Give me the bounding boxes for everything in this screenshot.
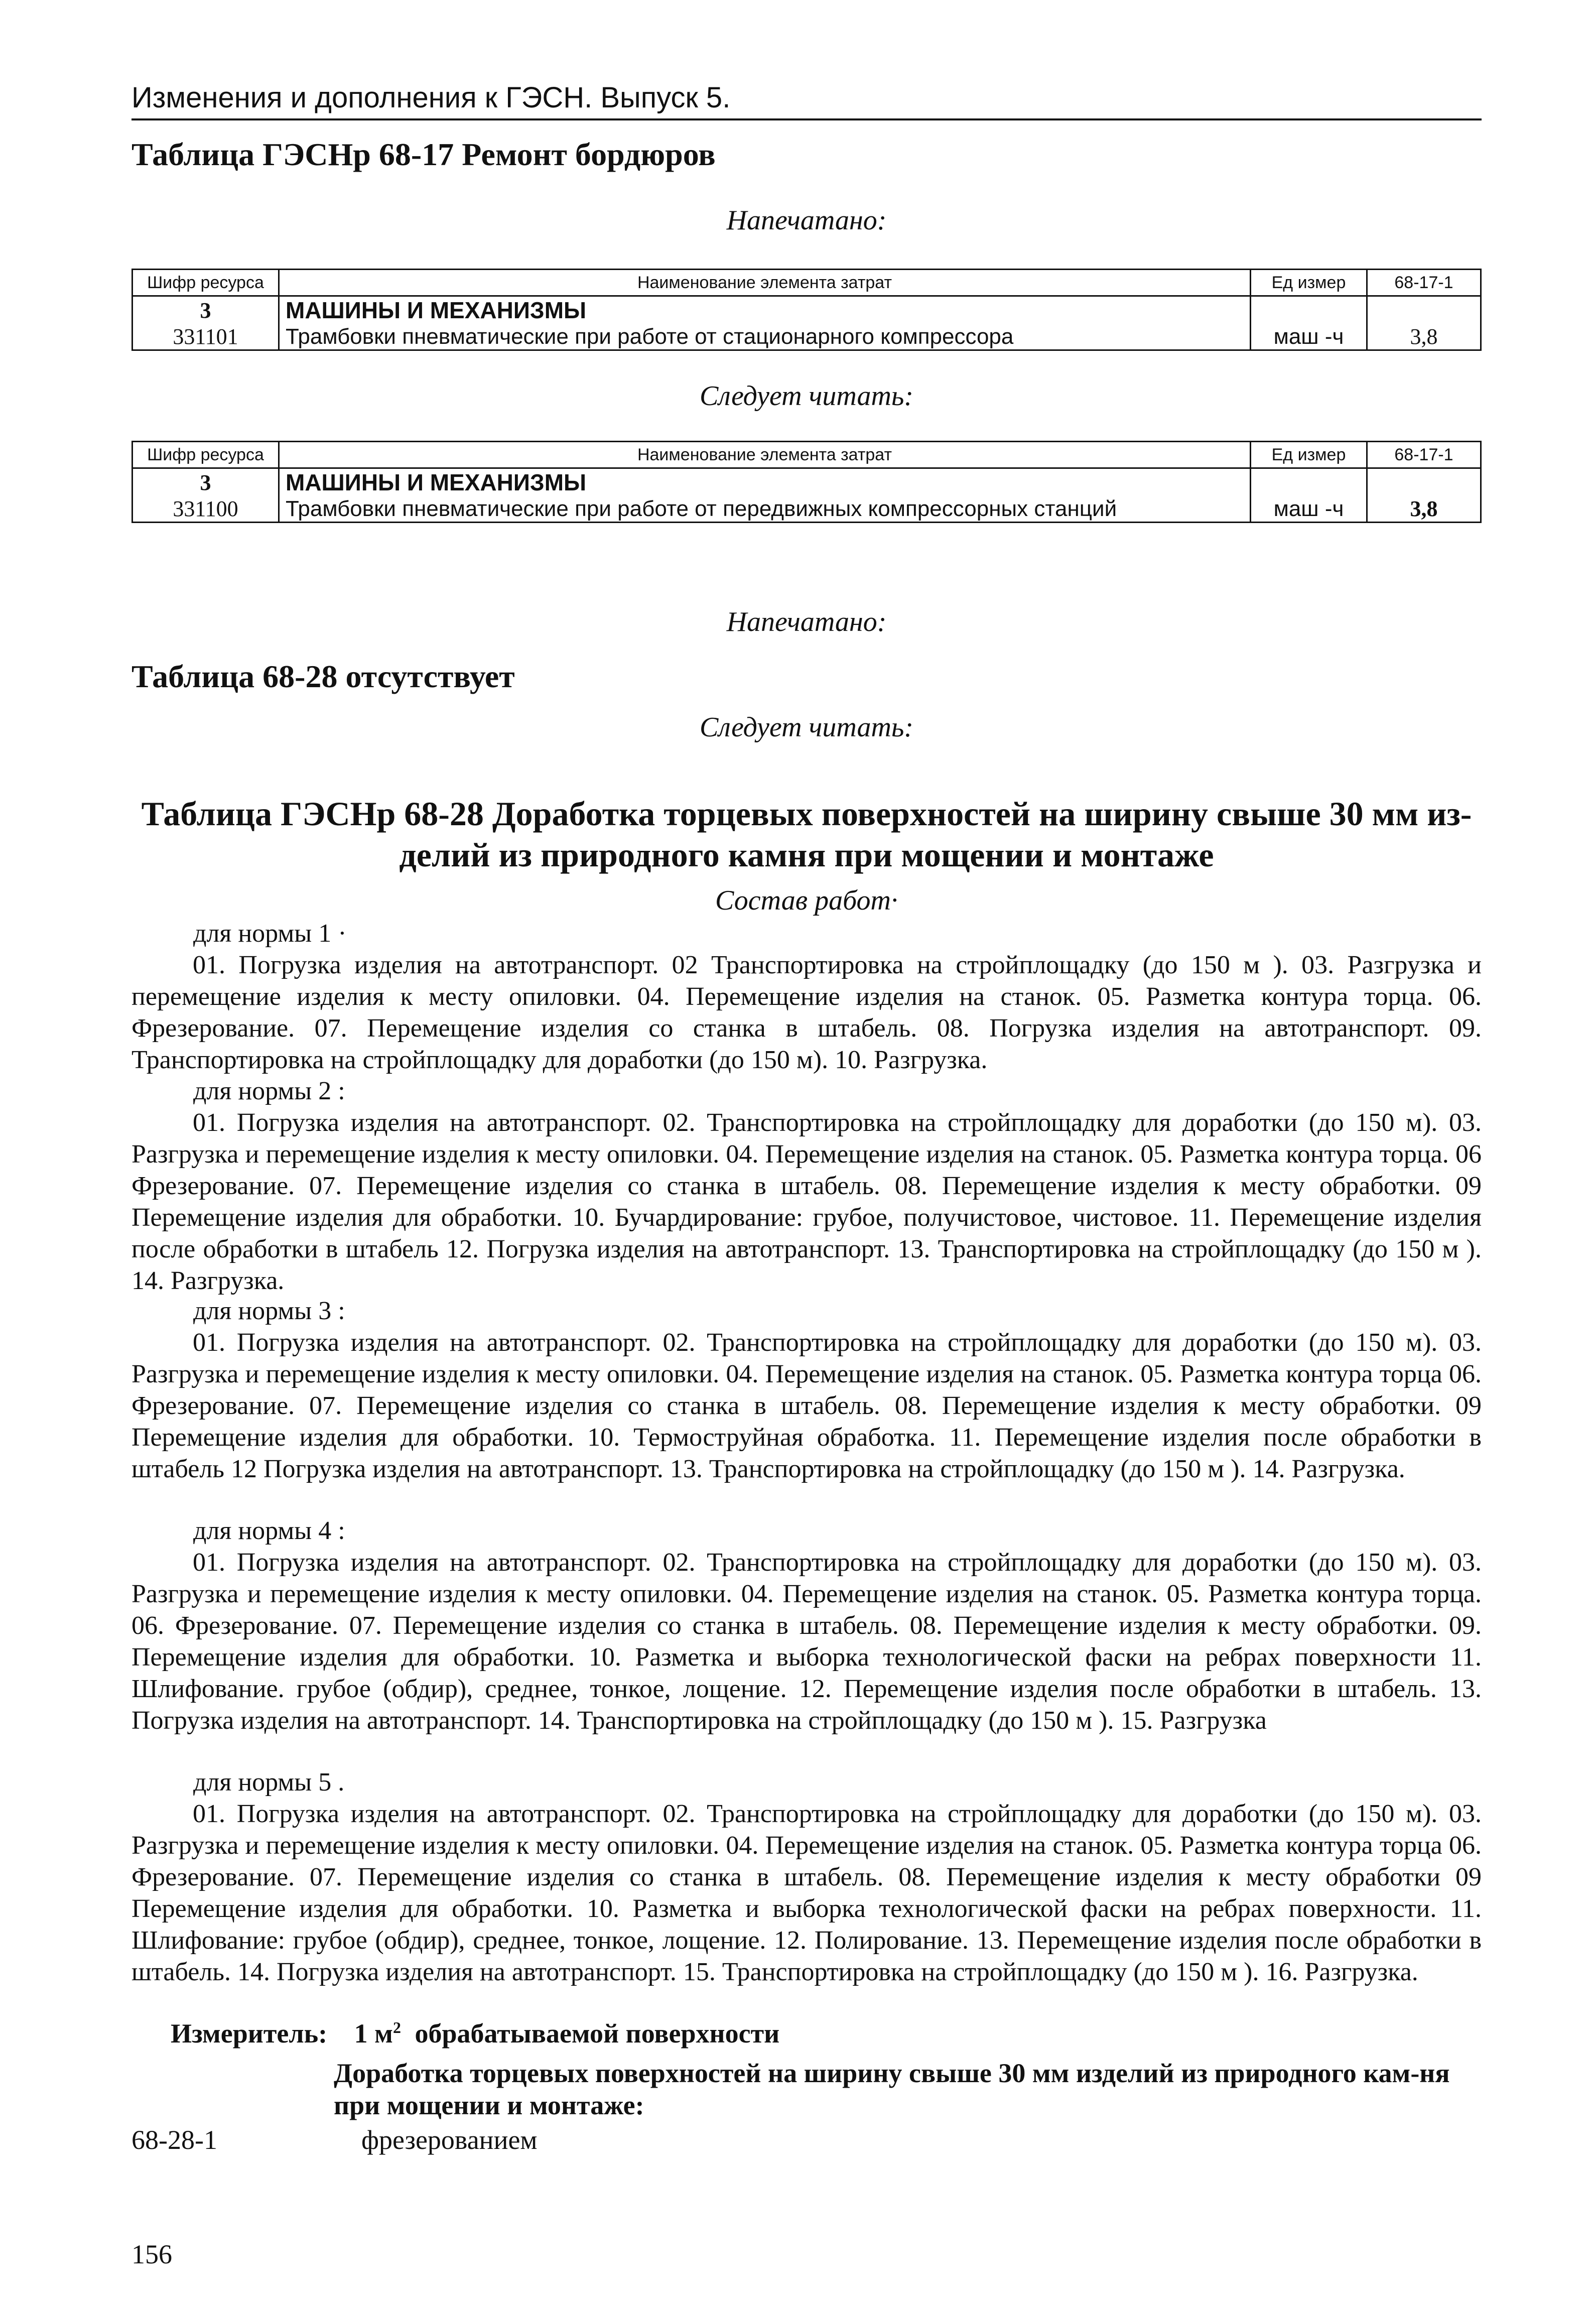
resource-unit: маш -ч	[1251, 324, 1367, 350]
col-header-norm: 68-17-1	[1367, 442, 1481, 468]
resource-name: Трамбовки пневматические при работе от стационарного компрессора	[279, 324, 1251, 350]
resource-value: 3,8	[1367, 324, 1481, 350]
col-header-code: Шифр ресурса	[132, 270, 279, 296]
section-code: 3	[132, 296, 279, 324]
col-header-norm: 68-17-1	[1367, 270, 1481, 296]
norm-3-text: 01. Погрузка изделия на автотранспорт. 02. Транспортировка на стройплощадку для доработки (до 150 м). 03. Разгрузка и перемещение изделия к месту опиловки. 04. Перемещение изделия на станок. 05. Разметка контура торца 06. Фрезерование. 07. Перемещение изделия со станка в штабель. 08. Перемещение изделия к месту обработки. 09 Перемещение изделия для обработки. 10. Термоструйная обработка. 11. Перемещение изделия после обработки в штабель 12 Погрузка изделия на автотранспорт. 13. Транспортировка на стройплощадку (до 150 м ). 14. Разгрузка.	[131, 1328, 1482, 1483]
norm-4-label: для нормы 4 :	[193, 1516, 345, 1545]
col-header-code: Шифр ресурса	[132, 442, 279, 468]
section-unit-cell	[1251, 296, 1367, 324]
section-name: МАШИНЫ И МЕХАНИЗМЫ	[279, 468, 1251, 496]
section-unit-cell	[1251, 468, 1367, 496]
running-header: Изменения и дополнения к ГЭСН. Выпуск 5.	[131, 80, 1482, 120]
section-name: МАШИНЫ И МЕХАНИЗМЫ	[279, 296, 1251, 324]
resource-value: 3,8	[1367, 496, 1481, 523]
table-row	[132, 324, 1481, 350]
meter-suffix: обрабатываемой поверхности	[415, 2018, 780, 2049]
norm-1-text: 01. Погрузка изделия на автотранспорт. 02 Транспортировка на стройплощадку (до 150 м ). 03. Разгрузка и перемещение изделия к месту опиловки. 04. Перемещение изделия на станок. 05. Разметка контура торца. 06. Фрезерование. 07. Перемещение изделия со станка в штабель. 08. Погрузка изделия на автотранспорт. 09. Транспортировка на стройплощадку для доработки (до 150 м). 10. Разгрузка.	[131, 951, 1482, 1074]
resource-name: Трамбовки пневматические при работе от передвижных компрессорных станций	[279, 496, 1251, 523]
norm-4-text: 01. Погрузка изделия на автотранспорт. 02. Транспортировка на стройплощадку для доработки (до 150 м). 03. Разгрузка и перемещение изделия к месту опиловки. 04. Перемещение изделия на станок. 05. Разметка контура торца. 06. Фрезерование. 07. Перемещение изделия со станка в штабель. 08. Перемещение изделия к месту обработки. 09. Перемещение изделия для обработки. 10. Разметка и выборка технологической фаски на ребрах поверхности 11. Шлифование. грубое (обдир), среднее, тонкое, лощение. 12. Перемещение изделия после обработки в штабель. 13. Погрузка изделия на автотранспорт. 14. Транспортировка на стройплощадку (до 150 м ). 15. Разгрузка	[131, 1548, 1482, 1735]
table-6817-title: Таблица ГЭСНр 68-17 Ремонт бордюров	[131, 137, 716, 172]
norm-2-text: 01. Погрузка изделия на автотранспорт. 02. Транспортировка на стройплощадку для доработки (до 150 м). 03. Разгрузка и перемещение изделия к месту опиловки. 04. Перемещение изделия на станок. 05. Разметка контура торца. 06 Фрезерование. 07. Перемещение изделия со станка в штабель. 08. Перемещение изделия к месту обработки. 09 Перемещение изделия для обработки. 10. Бучардирование: грубое, получистовое, чистовое. 11. Перемещение изделия после обработки в штабель 12. Погрузка изделия на автотранспорт. 13. Транспортировка на стройплощадку (до 150 м ). 14. Разгрузка.	[131, 1108, 1482, 1295]
meter-power: 2	[392, 2018, 401, 2036]
meter-label: Измеритель:	[171, 2018, 328, 2049]
table-6817-corrected	[131, 441, 1482, 523]
section-value-cell	[1367, 468, 1481, 496]
table-missing-notice: Таблица 68-28 отсутствует	[131, 659, 515, 694]
table-header-row	[132, 442, 1481, 468]
table-row	[132, 496, 1481, 523]
norm-5-label: для нормы 5 .	[193, 1768, 345, 1797]
norm-3-label: для нормы 3 :	[193, 1297, 345, 1325]
subsection-title: Доработка торцевых поверхностей на ширину свыше 30 мм изделий из природного кам-ня при мощении и монтаже:	[334, 2058, 1450, 2120]
norm-1-label: для нормы 1 ·	[193, 919, 347, 948]
resource-unit: маш -ч	[1251, 496, 1367, 523]
table-6817-printed	[131, 269, 1482, 351]
norm-2-label: для нормы 2 :	[193, 1077, 345, 1105]
printed-label-2: Напечатано:	[726, 606, 887, 637]
norm-name: фрезерованием	[361, 2125, 538, 2155]
table-6828-title: Таблица ГЭСНр 68-28 Доработка торцевых поверхностей на ширину свыше 30 мм из-делий из природного камня при мощении и монтаже	[141, 795, 1472, 874]
section-code: 3	[132, 468, 279, 496]
resource-code: 331101	[132, 324, 279, 350]
printed-label-1: Напечатано:	[726, 205, 887, 236]
table-section-row	[132, 468, 1481, 496]
page-number: 156	[131, 2239, 172, 2269]
col-header-unit: Ед измер	[1251, 442, 1367, 468]
table-section-row	[132, 296, 1481, 324]
composition-label: Состав работ·	[715, 885, 898, 916]
meter-line	[171, 2018, 779, 2049]
read-label-1: Следует читать:	[699, 380, 914, 412]
norm-5-text: 01. Погрузка изделия на автотранспорт. 02. Транспортировка на стройплощадку для доработки (до 150 м). 03. Разгрузка и перемещение изделия к месту опиловки. 04. Перемещение изделия на станок. 05. Разметка контура торца 06. Фрезерование. 07. Перемещение изделия со станка в штабель. 08. Перемещение изделия к месту обработки 09 Перемещение изделия для обработки. 10. Разметка и выборка технологической фаски на ребрах поверхности. 11. Шлифование: грубое (обдир), среднее, тонкое, лощение. 12. Полирование. 13. Перемещение изделия после обработки в штабель. 14. Погрузка изделия на автотранспорт. 15. Транспортировка на стройплощадку (до 150 м ). 16. Разгрузка.	[131, 1800, 1482, 1986]
table-header-row	[132, 270, 1481, 296]
col-header-name: Наименование элемента затрат	[279, 270, 1251, 296]
norm-code-row	[131, 2124, 538, 2155]
resource-code: 331100	[132, 496, 279, 523]
col-header-unit: Ед измер	[1251, 270, 1367, 296]
read-label-2: Следует читать:	[699, 712, 914, 743]
norm-code: 68-28-1	[131, 2125, 217, 2155]
meter-value: 1 м	[354, 2018, 393, 2049]
section-value-cell	[1367, 296, 1481, 324]
col-header-name: Наименование элемента затрат	[279, 442, 1251, 468]
